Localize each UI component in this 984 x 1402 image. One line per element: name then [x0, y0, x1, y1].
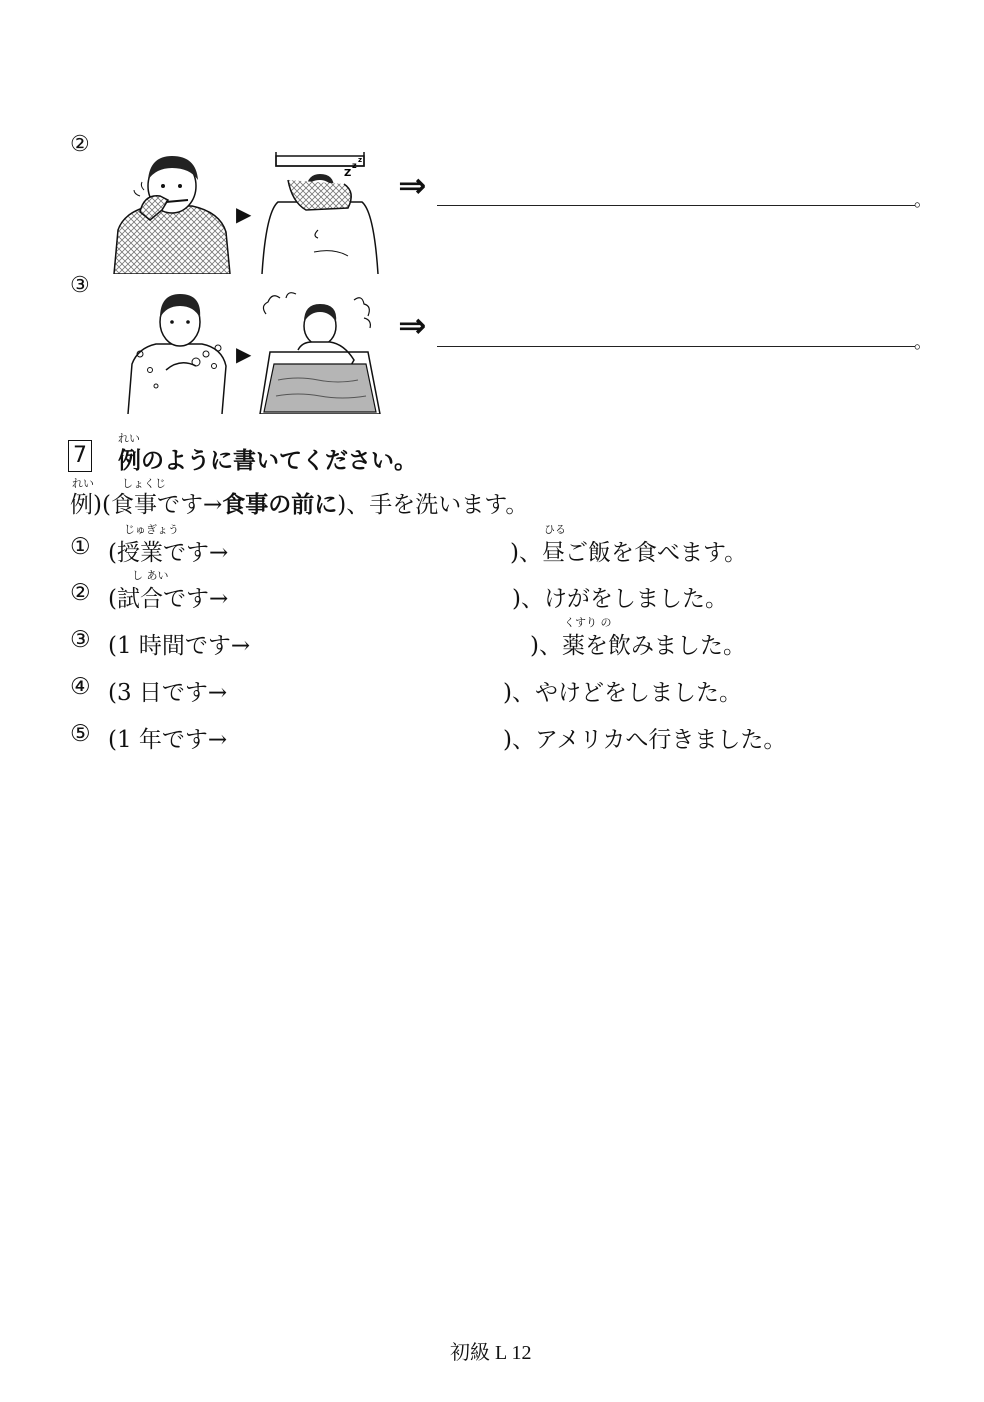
period-mark: 。: [914, 332, 932, 353]
item-5-right: )、アメリカへ行きました。: [503, 727, 787, 753]
ruby-shokuji: しょくじ: [122, 477, 166, 490]
ruby-rei: れい: [118, 432, 140, 445]
example-sentence: [70, 486, 528, 519]
answer-arrow-icon: ⇒: [398, 166, 427, 206]
item-5-left: (1 年です→: [108, 727, 228, 753]
brushing-teeth-illustration: [110, 150, 232, 274]
sleeping-illustration: [258, 152, 380, 274]
item-5-number: ⑤: [70, 721, 91, 747]
answer-line-3[interactable]: [437, 346, 915, 347]
washing-body-illustration: [126, 290, 236, 414]
ruby-rei: れい: [72, 477, 94, 490]
ruby-kusuri-no: くすり の: [564, 616, 612, 629]
item-3-right: )、薬を飲みました。: [530, 633, 746, 659]
example-tail: )、手を洗います。: [337, 492, 529, 518]
ruby-shiai: し あい: [132, 569, 169, 582]
answer-line-2[interactable]: [437, 205, 915, 206]
svg-text:z: z: [358, 156, 363, 164]
item-1-left: (授業です→: [108, 540, 229, 566]
item-4-number: ④: [70, 674, 91, 700]
svg-text:Z: Z: [344, 168, 352, 179]
item-2-right: )、けがをしました。: [512, 586, 728, 612]
play-arrow-icon: ▶: [236, 202, 252, 226]
section-number-box: 7: [68, 440, 92, 472]
item-4-left: (3 日です→: [108, 680, 228, 706]
item-4-right: )、やけどをしました。: [503, 680, 742, 706]
ruby-jugyou: じゅぎょう: [124, 523, 179, 536]
ruby-hiru: ひる: [544, 523, 566, 536]
item-2-left: (試合です→: [108, 586, 229, 612]
answer-arrow-icon: ⇒: [398, 306, 427, 346]
example-lead: 例)(食事です→: [70, 492, 223, 518]
period-mark: 。: [914, 190, 932, 211]
section-title: 例のように書いてください。: [118, 448, 417, 474]
item-3-left: (1 時間です→: [108, 633, 251, 659]
question-2-number: ②: [70, 132, 90, 157]
svg-text:z: z: [352, 161, 357, 170]
bath-illustration: [258, 290, 382, 414]
example-answer: 食事の前に: [222, 491, 338, 518]
item-2-number: ②: [70, 580, 91, 606]
page-footer: 初級 L 12: [450, 1342, 532, 1364]
item-3-number: ③: [70, 627, 91, 653]
question-3-number: ③: [70, 273, 90, 298]
item-1-number: ①: [70, 534, 91, 560]
item-1-right: )、昼ご飯を食べます。: [510, 540, 748, 566]
play-arrow-icon: ▶: [236, 342, 252, 366]
